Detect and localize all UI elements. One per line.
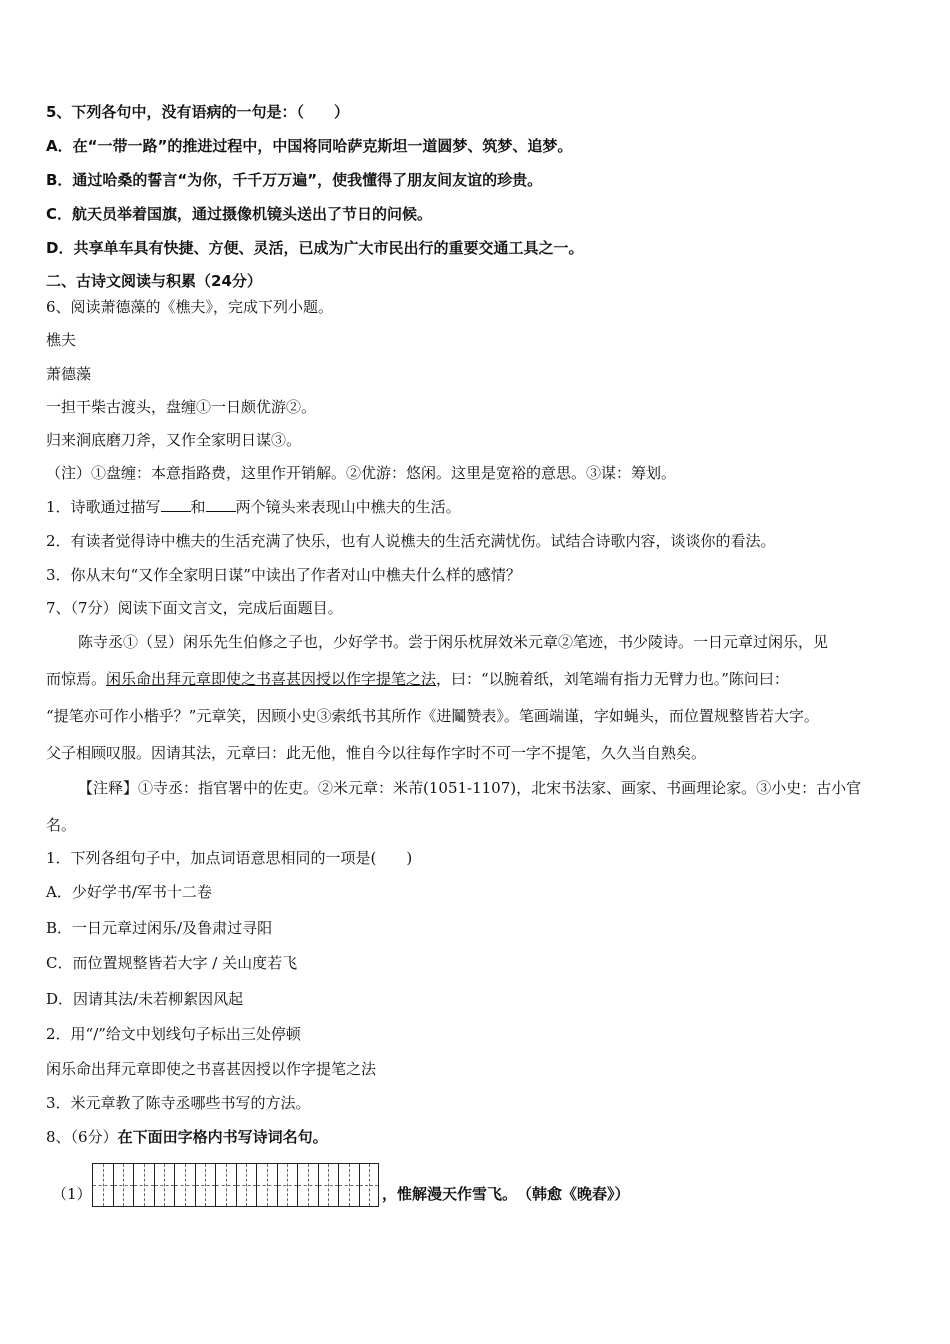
annotation-line-1: 【注释】①寺丞：指官署中的佐吏。②米元章：米芾(1051-1107)，北宋书法家、画家、书画理论家。③小史：古小官	[78, 779, 862, 797]
q5-option-c: C．航天员举着国旗，通过摄像机镜头送出了节日的问候。	[46, 205, 433, 223]
q7-sub-2-sentence: 闲乐命出拜元章即使之书喜甚因授以作字提笔之法	[46, 1060, 377, 1078]
q5-option-b: B．通过哈桑的誓言“为你，千千万万遍”，使我懂得了朋友间友谊的珍贵。	[46, 171, 543, 189]
q8-item-text: ，惟解漫天作雪飞。 （韩愈《晚春》）	[382, 1185, 630, 1203]
q5-option-a: A．在“一带一路”的推进过程中，中国将同哈萨克斯坦一道圆梦、筑梦、追梦。	[46, 137, 573, 155]
q8-title-text: 在下面田字格内书写诗词名句。	[117, 1128, 328, 1146]
grid-cell[interactable]	[277, 1164, 298, 1206]
answer-blank[interactable]	[161, 497, 191, 512]
grid-cell[interactable]	[256, 1164, 277, 1206]
q7-sub-3: 3．米元章教了陈寺丞哪些书写的方法。	[46, 1094, 311, 1112]
q7-option-a: A．少好学书/军书十二卷	[46, 883, 212, 901]
q7-option-d: D．因请其法/未若柳絮因风起	[46, 990, 244, 1008]
q8-item-label: （1）	[52, 1185, 92, 1203]
q7-sub-1: 1．下列各组句子中，加点词语意思相同的一项是( )	[46, 849, 413, 867]
passage-line-3: “提笔亦可作小楷乎？”元章笑，因顾小史③索纸书其所作《进鬮赞表》。笔画端谨，字如蝇头，而位置规整皆若大字。	[46, 707, 819, 725]
q8-title-number: 8、（6分）	[46, 1128, 118, 1146]
grid-cell[interactable]	[318, 1164, 339, 1206]
poem-author: 萧德藻	[46, 365, 92, 383]
passage-line-2-post: ，曰：“以腕着纸，刘笔端有指力无臂力也。”陈问曰：	[436, 670, 789, 688]
grid-cell[interactable]	[133, 1164, 154, 1206]
grid-cell[interactable]	[215, 1164, 236, 1206]
q8-title	[46, 1127, 328, 1147]
q7-option-c: C．而位置规整皆若大字 / 关山度若飞	[46, 954, 298, 972]
poem-line-1: 一担干柴古渡头，盘缠①一日颇优游②。	[46, 398, 317, 416]
grid-cell[interactable]	[297, 1164, 318, 1206]
grid-cell[interactable]	[338, 1164, 359, 1206]
grid-cell[interactable]	[195, 1164, 216, 1206]
passage-line-2-pre: 而惊焉。	[46, 670, 107, 688]
tianzige-grid[interactable]	[92, 1163, 379, 1207]
grid-cell[interactable]	[92, 1164, 113, 1206]
q6-sub-3: 3．你从末句“又作全家明日谋”中读出了作者对山中樵夫什么样的感情？	[46, 566, 521, 584]
grid-cell[interactable]	[154, 1164, 175, 1206]
grid-cell[interactable]	[174, 1164, 195, 1206]
q6-sub-1	[46, 497, 461, 517]
grid-cell[interactable]	[359, 1164, 380, 1206]
answer-blank[interactable]	[206, 497, 236, 512]
q6-sub-2: 2．有读者觉得诗中樵夫的生活充满了快乐，也有人说樵夫的生活充满忧伤。试结合诗歌内容，谈谈你的看法。	[46, 532, 776, 550]
passage-line-4: 父子相顾叹服。因请其法，元章曰：此无他，惟自今以往每作字时不可一字不提笔，久久当自熟矣。	[46, 744, 707, 762]
annotation-line-2: 名。	[46, 816, 77, 834]
q6-sub-1-part-b: 和	[190, 498, 206, 516]
passage-line-1: 陈寺丞①（昱）闲乐先生伯修之子也，少好学书。尝于闲乐枕屏效米元章②笔迹，书少陵诗。一日元章过闲乐，见	[78, 633, 829, 651]
q5-title: 5、下列各句中，没有语病的一句是：（ ）	[46, 103, 349, 121]
q6-sub-1-part-c: 两个镜头来表现山中樵夫的生活。	[235, 498, 461, 516]
underlined-sentence: 闲乐命出拜元章即使之书喜甚因授以作字提笔之法	[106, 670, 437, 688]
q6-title: 6、阅读萧德藻的《樵夫》，完成下列小题。	[46, 298, 334, 316]
grid-cell[interactable]	[113, 1164, 134, 1206]
poem-note: （注）①盘缠：本意指路费，这里作开销解。②优游：悠闲。这里是宽裕的意思。③谋：筹划。	[46, 464, 677, 482]
passage-line-2	[46, 669, 789, 689]
poem-title: 樵夫	[46, 331, 77, 349]
q5-option-d: D．共享单车具有快捷、方便、灵活，已成为广大市民出行的重要交通工具之一。	[46, 239, 584, 257]
q7-option-b: B．一日元章过闲乐/及鲁肃过寻阳	[46, 919, 273, 937]
q7-title: 7、（7分）阅读下面文言文，完成后面题目。	[46, 599, 343, 617]
section-2-heading: 二、古诗文阅读与积累（24分）	[46, 272, 262, 290]
q7-sub-2: 2．用“/”给文中划线句子标出三处停顿	[46, 1025, 301, 1043]
q6-sub-1-part-a: 1．诗歌通过描写	[46, 498, 161, 516]
poem-line-2: 归来涧底磨刀斧，又作全家明日谋③。	[46, 431, 302, 449]
grid-cell[interactable]	[236, 1164, 257, 1206]
